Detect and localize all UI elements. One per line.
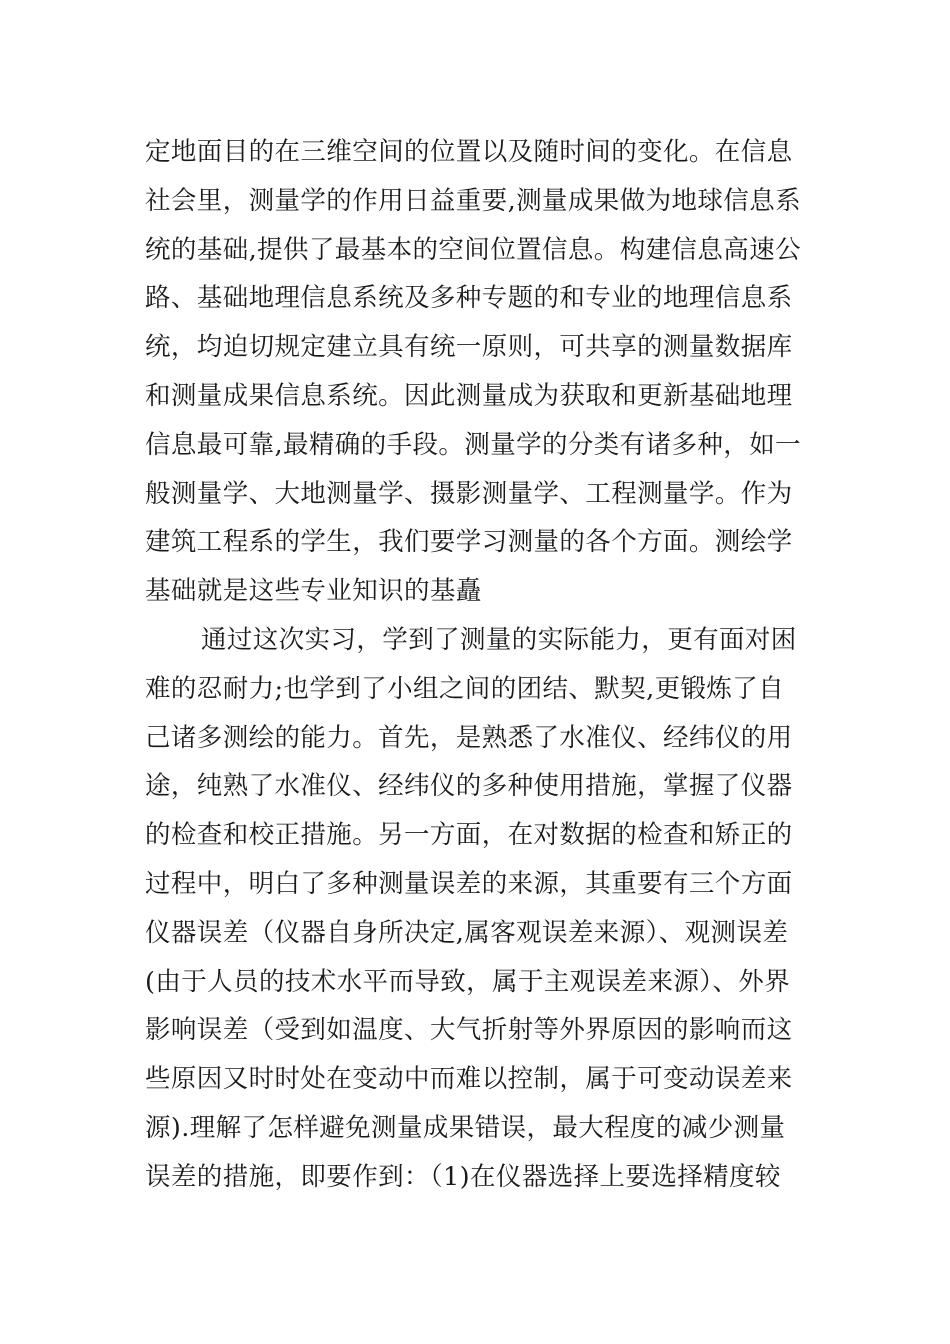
text-line: 基础就是这些专业知识的基矗: [145, 576, 482, 607]
text-line: 过程中，明白了多种测量误差的来源，其重要有三个方面: [145, 868, 793, 899]
text-line: 统，均迫切规定建立具有统一原则，可共享的测量数据库: [145, 332, 793, 363]
text-line: 难的忍耐力;也学到了小组之间的团结、默契,更锻炼了自: [145, 673, 785, 704]
text-line: 误差的措施，即要作到：（1)在仪器选择上要选择精度较: [145, 1161, 781, 1192]
text-line: 统的基础,提供了最基本的空间位置信息。构建信息高速公: [145, 234, 802, 265]
document-body: [145, 128, 809, 1202]
text-line: 和测量成果信息系统。因此测量成为获取和更新基础地理: [145, 380, 793, 411]
text-line: 社会里，测量学的作用日益重要,测量成果做为地球信息系: [145, 185, 802, 216]
text-line: 影响误差（受到如温度、大气折射等外界原因的影响而这: [145, 1015, 793, 1046]
paragraph-1: [145, 128, 809, 616]
text-line: 建筑工程系的学生，我们要学习测量的各个方面。测绘学: [145, 527, 793, 558]
text-line: 些原因又时时处在变动中而难以控制，属于可变动误差来: [145, 1064, 793, 1095]
text-line: 的检查和校正措施。另一方面，在对数据的检查和矫正的: [145, 820, 793, 851]
text-line: 信息最可靠,最精确的手段。测量学的分类有诸多种，如一: [145, 429, 802, 460]
text-line: 通过这次实习，学到了测量的实际能力，更有面对困: [201, 624, 797, 655]
paragraph-2: [145, 616, 809, 1202]
text-line: (由于人员的技术水平而导致，属于主观误差来源）、外界: [145, 966, 791, 997]
text-line: 途，纯熟了水准仪、经纬仪的多种使用措施，掌握了仪器: [145, 771, 793, 802]
text-line: 般测量学、大地测量学、摄影测量学、工程测量学。作为: [145, 478, 793, 509]
text-line: 定地面目的在三维空间的位置以及随时间的变化。在信息: [145, 137, 793, 167]
text-line: 仪器误差（仪器自身所决定,属客观误差来源）、观测误差: [145, 917, 789, 948]
text-line: 源).理解了怎样避免测量成果错误，最大程度的减少测量: [145, 1112, 786, 1143]
text-line: 路、基础地理信息系统及多种专题的和专业的地理信息系: [145, 283, 793, 314]
text-line: 己诸多测绘的能力。首先，是熟悉了水准仪、经纬仪的用: [145, 722, 793, 753]
